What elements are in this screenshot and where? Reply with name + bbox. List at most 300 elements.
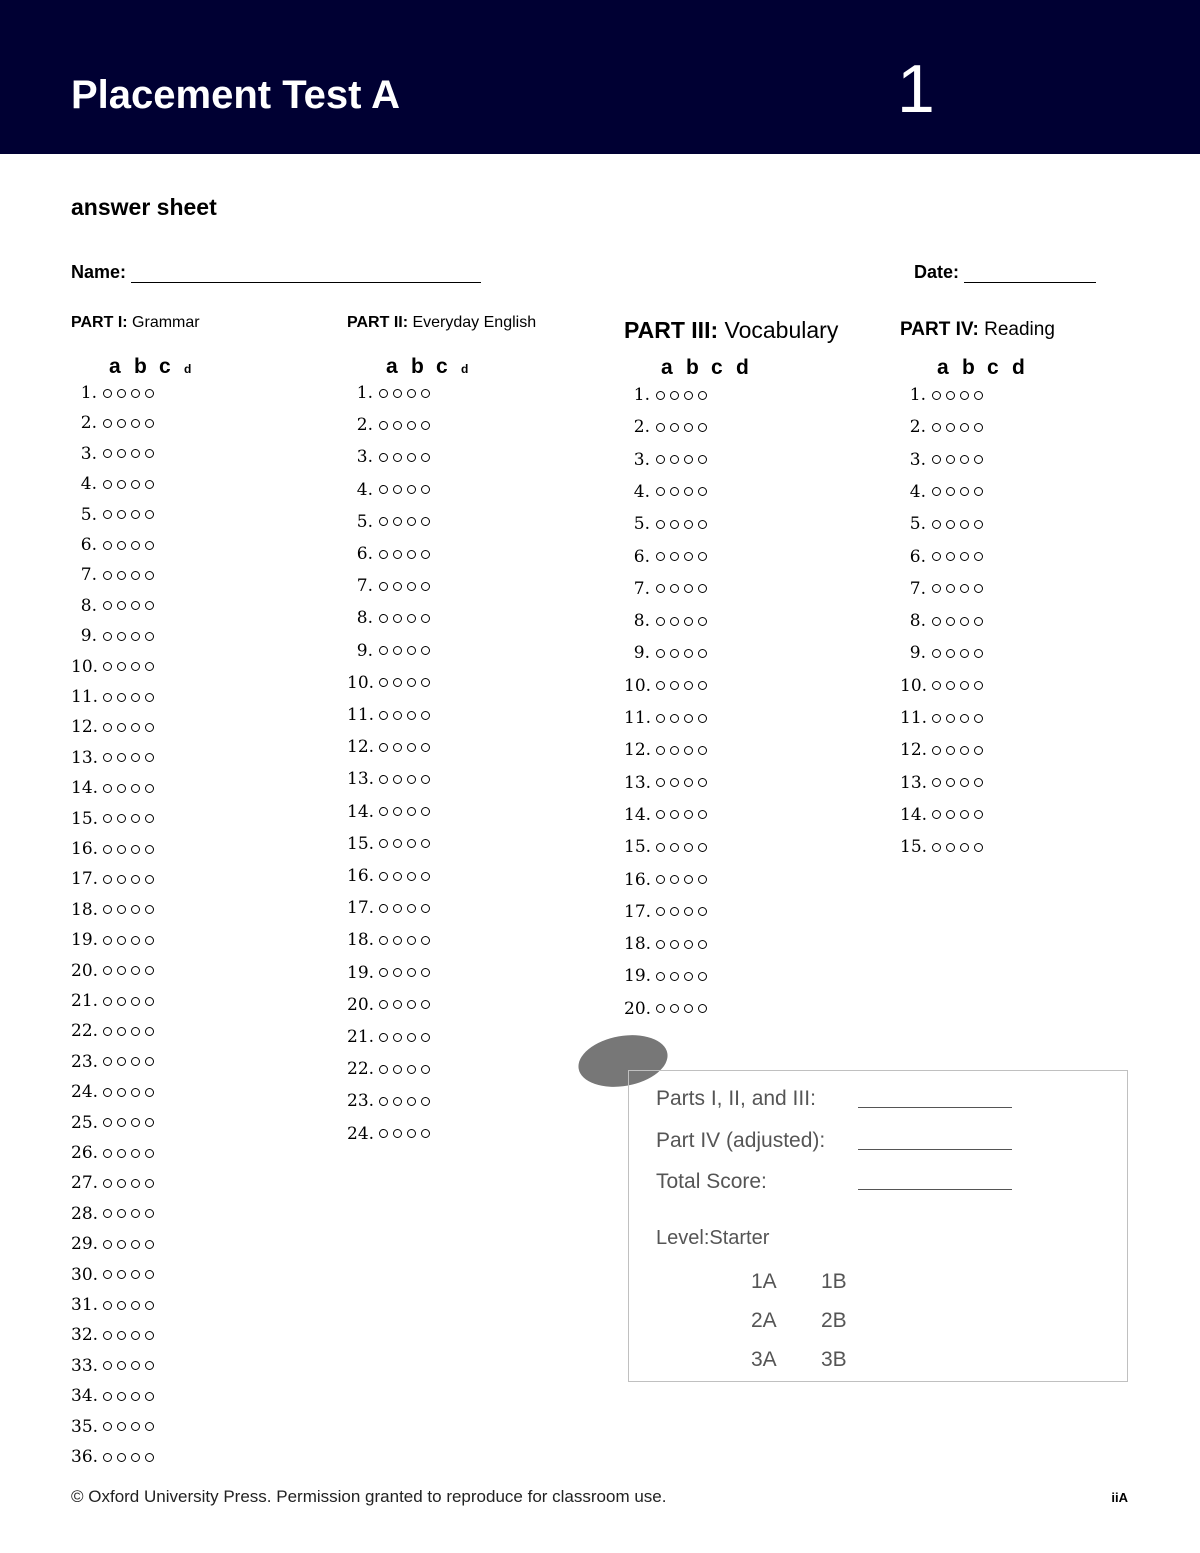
- answer-bubble-d[interactable]: [421, 1097, 430, 1106]
- answer-bubble-a[interactable]: [656, 487, 665, 496]
- answer-bubble-d[interactable]: [974, 681, 983, 690]
- answer-bubble-c[interactable]: [131, 601, 140, 610]
- answer-bubble-d[interactable]: [421, 582, 430, 591]
- answer-bubble-d[interactable]: [145, 814, 154, 823]
- answer-bubble-a[interactable]: [103, 997, 112, 1006]
- answer-bubble-b[interactable]: [670, 875, 679, 884]
- answer-bubble-a[interactable]: [932, 649, 941, 658]
- answer-bubble-a[interactable]: [103, 1361, 112, 1370]
- answer-bubble-a[interactable]: [379, 1000, 388, 1009]
- answer-bubble-d[interactable]: [145, 510, 154, 519]
- answer-bubble-c[interactable]: [960, 843, 969, 852]
- answer-bubble-c[interactable]: [407, 614, 416, 623]
- answer-bubble-a[interactable]: [379, 904, 388, 913]
- answer-bubble-d[interactable]: [698, 746, 707, 755]
- answer-bubble-d[interactable]: [145, 1027, 154, 1036]
- answer-bubble-b[interactable]: [670, 681, 679, 690]
- answer-bubble-c[interactable]: [131, 1301, 140, 1310]
- answer-bubble-a[interactable]: [103, 875, 112, 884]
- answer-bubble-d[interactable]: [145, 449, 154, 458]
- answer-bubble-b[interactable]: [393, 1065, 402, 1074]
- answer-bubble-c[interactable]: [131, 510, 140, 519]
- answer-bubble-a[interactable]: [656, 455, 665, 464]
- name-field[interactable]: [71, 262, 481, 283]
- answer-bubble-c[interactable]: [131, 662, 140, 671]
- answer-bubble-c[interactable]: [131, 723, 140, 732]
- answer-bubble-b[interactable]: [117, 389, 126, 398]
- answer-bubble-c[interactable]: [684, 681, 693, 690]
- answer-bubble-a[interactable]: [103, 632, 112, 641]
- answer-bubble-c[interactable]: [407, 453, 416, 462]
- answer-bubble-c[interactable]: [131, 1179, 140, 1188]
- answer-bubble-d[interactable]: [421, 839, 430, 848]
- answer-bubble-a[interactable]: [103, 1149, 112, 1158]
- answer-bubble-d[interactable]: [145, 1361, 154, 1370]
- answer-bubble-b[interactable]: [946, 520, 955, 529]
- answer-bubble-d[interactable]: [698, 972, 707, 981]
- answer-bubble-c[interactable]: [407, 711, 416, 720]
- answer-bubble-d[interactable]: [145, 1270, 154, 1279]
- date-field[interactable]: [914, 262, 1096, 283]
- answer-bubble-a[interactable]: [932, 778, 941, 787]
- answer-bubble-a[interactable]: [379, 421, 388, 430]
- answer-bubble-a[interactable]: [656, 520, 665, 529]
- answer-bubble-d[interactable]: [698, 423, 707, 432]
- answer-bubble-a[interactable]: [656, 649, 665, 658]
- answer-bubble-d[interactable]: [421, 1129, 430, 1138]
- answer-bubble-b[interactable]: [393, 711, 402, 720]
- answer-bubble-a[interactable]: [103, 814, 112, 823]
- answer-bubble-c[interactable]: [131, 997, 140, 1006]
- answer-bubble-d[interactable]: [974, 423, 983, 432]
- answer-bubble-a[interactable]: [103, 1179, 112, 1188]
- answer-bubble-c[interactable]: [131, 1088, 140, 1097]
- answer-bubble-b[interactable]: [393, 968, 402, 977]
- answer-bubble-c[interactable]: [684, 907, 693, 916]
- answer-bubble-c[interactable]: [684, 487, 693, 496]
- answer-bubble-b[interactable]: [393, 775, 402, 784]
- level-option[interactable]: 2B: [821, 1309, 847, 1332]
- answer-bubble-c[interactable]: [407, 485, 416, 494]
- answer-bubble-b[interactable]: [670, 520, 679, 529]
- answer-bubble-d[interactable]: [421, 550, 430, 559]
- answer-bubble-d[interactable]: [421, 1033, 430, 1042]
- answer-bubble-b[interactable]: [117, 1270, 126, 1279]
- answer-bubble-c[interactable]: [684, 746, 693, 755]
- answer-bubble-b[interactable]: [117, 1118, 126, 1127]
- answer-bubble-b[interactable]: [670, 778, 679, 787]
- answer-bubble-c[interactable]: [684, 972, 693, 981]
- answer-bubble-c[interactable]: [131, 1149, 140, 1158]
- answer-bubble-c[interactable]: [684, 810, 693, 819]
- answer-bubble-d[interactable]: [421, 614, 430, 623]
- answer-bubble-a[interactable]: [103, 845, 112, 854]
- answer-bubble-c[interactable]: [131, 845, 140, 854]
- answer-bubble-a[interactable]: [656, 552, 665, 561]
- answer-bubble-a[interactable]: [103, 1392, 112, 1401]
- answer-bubble-a[interactable]: [656, 940, 665, 949]
- answer-bubble-b[interactable]: [946, 455, 955, 464]
- answer-bubble-c[interactable]: [407, 807, 416, 816]
- answer-bubble-a[interactable]: [656, 875, 665, 884]
- answer-bubble-d[interactable]: [145, 723, 154, 732]
- answer-bubble-d[interactable]: [974, 520, 983, 529]
- answer-bubble-b[interactable]: [393, 839, 402, 848]
- answer-bubble-c[interactable]: [407, 1097, 416, 1106]
- answer-bubble-a[interactable]: [103, 1088, 112, 1097]
- answer-bubble-b[interactable]: [117, 1209, 126, 1218]
- answer-bubble-b[interactable]: [946, 391, 955, 400]
- answer-bubble-a[interactable]: [932, 552, 941, 561]
- answer-bubble-c[interactable]: [407, 646, 416, 655]
- answer-bubble-d[interactable]: [698, 907, 707, 916]
- answer-bubble-b[interactable]: [117, 1240, 126, 1249]
- answer-bubble-d[interactable]: [974, 778, 983, 787]
- answer-bubble-c[interactable]: [131, 1027, 140, 1036]
- score-total-line[interactable]: [858, 1189, 1012, 1190]
- answer-bubble-d[interactable]: [974, 810, 983, 819]
- answer-bubble-c[interactable]: [131, 449, 140, 458]
- answer-bubble-c[interactable]: [684, 584, 693, 593]
- level-option[interactable]: 3A: [751, 1348, 777, 1371]
- answer-bubble-d[interactable]: [421, 678, 430, 687]
- answer-bubble-a[interactable]: [103, 784, 112, 793]
- answer-bubble-d[interactable]: [698, 455, 707, 464]
- answer-bubble-d[interactable]: [145, 875, 154, 884]
- answer-bubble-b[interactable]: [670, 907, 679, 916]
- answer-bubble-c[interactable]: [131, 571, 140, 580]
- answer-bubble-a[interactable]: [379, 743, 388, 752]
- answer-bubble-d[interactable]: [145, 997, 154, 1006]
- answer-bubble-d[interactable]: [421, 646, 430, 655]
- answer-bubble-d[interactable]: [698, 520, 707, 529]
- answer-bubble-d[interactable]: [421, 743, 430, 752]
- answer-bubble-d[interactable]: [421, 807, 430, 816]
- answer-bubble-c[interactable]: [407, 839, 416, 848]
- answer-bubble-a[interactable]: [103, 571, 112, 580]
- answer-bubble-a[interactable]: [103, 1240, 112, 1249]
- answer-bubble-a[interactable]: [932, 487, 941, 496]
- answer-bubble-d[interactable]: [421, 1065, 430, 1074]
- answer-bubble-b[interactable]: [670, 649, 679, 658]
- answer-bubble-b[interactable]: [117, 1361, 126, 1370]
- answer-bubble-a[interactable]: [103, 1422, 112, 1431]
- answer-bubble-c[interactable]: [684, 940, 693, 949]
- answer-bubble-c[interactable]: [131, 1422, 140, 1431]
- answer-bubble-d[interactable]: [421, 1000, 430, 1009]
- answer-bubble-a[interactable]: [379, 1033, 388, 1042]
- answer-bubble-c[interactable]: [684, 455, 693, 464]
- answer-bubble-d[interactable]: [145, 1088, 154, 1097]
- answer-bubble-b[interactable]: [117, 845, 126, 854]
- answer-bubble-d[interactable]: [145, 1240, 154, 1249]
- answer-bubble-b[interactable]: [393, 743, 402, 752]
- answer-bubble-b[interactable]: [946, 810, 955, 819]
- answer-bubble-d[interactable]: [421, 421, 430, 430]
- answer-bubble-d[interactable]: [145, 1301, 154, 1310]
- answer-bubble-d[interactable]: [698, 843, 707, 852]
- answer-bubble-a[interactable]: [932, 455, 941, 464]
- answer-bubble-b[interactable]: [946, 681, 955, 690]
- answer-bubble-a[interactable]: [379, 550, 388, 559]
- answer-bubble-a[interactable]: [103, 1301, 112, 1310]
- answer-bubble-a[interactable]: [656, 843, 665, 852]
- answer-bubble-d[interactable]: [145, 632, 154, 641]
- answer-bubble-c[interactable]: [960, 552, 969, 561]
- level-option[interactable]: 1B: [821, 1270, 847, 1293]
- answer-bubble-b[interactable]: [393, 1129, 402, 1138]
- answer-bubble-b[interactable]: [393, 1033, 402, 1042]
- answer-bubble-d[interactable]: [145, 905, 154, 914]
- answer-bubble-b[interactable]: [117, 1392, 126, 1401]
- answer-bubble-a[interactable]: [379, 1065, 388, 1074]
- answer-bubble-a[interactable]: [932, 584, 941, 593]
- answer-bubble-a[interactable]: [932, 714, 941, 723]
- answer-bubble-b[interactable]: [670, 843, 679, 852]
- answer-bubble-c[interactable]: [960, 455, 969, 464]
- answer-bubble-c[interactable]: [684, 649, 693, 658]
- answer-bubble-b[interactable]: [117, 966, 126, 975]
- answer-bubble-c[interactable]: [131, 814, 140, 823]
- answer-bubble-b[interactable]: [117, 723, 126, 732]
- answer-bubble-c[interactable]: [131, 389, 140, 398]
- answer-bubble-d[interactable]: [145, 1057, 154, 1066]
- answer-bubble-b[interactable]: [670, 391, 679, 400]
- answer-bubble-d[interactable]: [698, 649, 707, 658]
- answer-bubble-c[interactable]: [960, 681, 969, 690]
- answer-bubble-d[interactable]: [421, 936, 430, 945]
- answer-bubble-b[interactable]: [946, 843, 955, 852]
- answer-bubble-a[interactable]: [103, 905, 112, 914]
- answer-bubble-d[interactable]: [698, 487, 707, 496]
- answer-bubble-c[interactable]: [684, 1004, 693, 1013]
- answer-bubble-c[interactable]: [131, 419, 140, 428]
- answer-bubble-d[interactable]: [145, 845, 154, 854]
- answer-bubble-c[interactable]: [407, 968, 416, 977]
- answer-bubble-c[interactable]: [131, 480, 140, 489]
- answer-bubble-c[interactable]: [407, 1033, 416, 1042]
- answer-bubble-c[interactable]: [684, 714, 693, 723]
- answer-bubble-d[interactable]: [145, 389, 154, 398]
- answer-bubble-c[interactable]: [407, 421, 416, 430]
- answer-bubble-d[interactable]: [145, 966, 154, 975]
- answer-bubble-b[interactable]: [117, 541, 126, 550]
- answer-bubble-c[interactable]: [131, 1270, 140, 1279]
- answer-bubble-b[interactable]: [117, 1057, 126, 1066]
- answer-bubble-d[interactable]: [698, 875, 707, 884]
- answer-bubble-d[interactable]: [145, 1392, 154, 1401]
- answer-bubble-c[interactable]: [131, 936, 140, 945]
- name-line[interactable]: [131, 264, 481, 283]
- answer-bubble-c[interactable]: [960, 584, 969, 593]
- answer-bubble-c[interactable]: [407, 1000, 416, 1009]
- answer-bubble-d[interactable]: [421, 517, 430, 526]
- answer-bubble-d[interactable]: [974, 487, 983, 496]
- answer-bubble-d[interactable]: [698, 584, 707, 593]
- answer-bubble-d[interactable]: [421, 775, 430, 784]
- answer-bubble-d[interactable]: [974, 843, 983, 852]
- answer-bubble-d[interactable]: [145, 1149, 154, 1158]
- answer-bubble-a[interactable]: [103, 419, 112, 428]
- answer-bubble-a[interactable]: [379, 711, 388, 720]
- answer-bubble-d[interactable]: [974, 714, 983, 723]
- answer-bubble-b[interactable]: [393, 453, 402, 462]
- answer-bubble-a[interactable]: [379, 389, 388, 398]
- answer-bubble-d[interactable]: [145, 541, 154, 550]
- answer-bubble-b[interactable]: [117, 571, 126, 580]
- answer-bubble-d[interactable]: [145, 601, 154, 610]
- answer-bubble-a[interactable]: [379, 517, 388, 526]
- answer-bubble-c[interactable]: [131, 1057, 140, 1066]
- answer-bubble-b[interactable]: [393, 389, 402, 398]
- answer-bubble-a[interactable]: [379, 582, 388, 591]
- answer-bubble-c[interactable]: [131, 1453, 140, 1462]
- answer-bubble-c[interactable]: [407, 582, 416, 591]
- answer-bubble-a[interactable]: [932, 746, 941, 755]
- answer-bubble-b[interactable]: [393, 517, 402, 526]
- answer-bubble-b[interactable]: [946, 714, 955, 723]
- answer-bubble-d[interactable]: [698, 778, 707, 787]
- answer-bubble-b[interactable]: [117, 1088, 126, 1097]
- answer-bubble-d[interactable]: [145, 936, 154, 945]
- answer-bubble-d[interactable]: [698, 681, 707, 690]
- answer-bubble-a[interactable]: [103, 1453, 112, 1462]
- answer-bubble-c[interactable]: [131, 1240, 140, 1249]
- answer-bubble-b[interactable]: [117, 1331, 126, 1340]
- answer-bubble-d[interactable]: [698, 552, 707, 561]
- answer-bubble-c[interactable]: [407, 550, 416, 559]
- answer-bubble-a[interactable]: [103, 693, 112, 702]
- answer-bubble-d[interactable]: [698, 714, 707, 723]
- answer-bubble-a[interactable]: [103, 1209, 112, 1218]
- answer-bubble-c[interactable]: [684, 843, 693, 852]
- answer-bubble-b[interactable]: [117, 1453, 126, 1462]
- answer-bubble-b[interactable]: [670, 455, 679, 464]
- date-line[interactable]: [964, 264, 1096, 283]
- answer-bubble-a[interactable]: [656, 681, 665, 690]
- answer-bubble-c[interactable]: [960, 649, 969, 658]
- answer-bubble-d[interactable]: [421, 904, 430, 913]
- answer-bubble-a[interactable]: [656, 907, 665, 916]
- answer-bubble-a[interactable]: [656, 714, 665, 723]
- answer-bubble-b[interactable]: [117, 480, 126, 489]
- answer-bubble-d[interactable]: [145, 1179, 154, 1188]
- answer-bubble-a[interactable]: [656, 423, 665, 432]
- answer-bubble-d[interactable]: [974, 746, 983, 755]
- answer-bubble-b[interactable]: [117, 449, 126, 458]
- answer-bubble-b[interactable]: [670, 1004, 679, 1013]
- level-option[interactable]: 1A: [751, 1270, 777, 1293]
- answer-bubble-a[interactable]: [379, 453, 388, 462]
- answer-bubble-c[interactable]: [960, 617, 969, 626]
- answer-bubble-a[interactable]: [103, 753, 112, 762]
- answer-bubble-c[interactable]: [131, 1392, 140, 1401]
- answer-bubble-c[interactable]: [960, 714, 969, 723]
- answer-bubble-c[interactable]: [131, 1361, 140, 1370]
- answer-bubble-a[interactable]: [379, 872, 388, 881]
- answer-bubble-d[interactable]: [145, 1422, 154, 1431]
- answer-bubble-b[interactable]: [117, 632, 126, 641]
- answer-bubble-b[interactable]: [117, 693, 126, 702]
- answer-bubble-c[interactable]: [684, 875, 693, 884]
- answer-bubble-b[interactable]: [946, 584, 955, 593]
- answer-bubble-a[interactable]: [103, 1027, 112, 1036]
- answer-bubble-c[interactable]: [960, 423, 969, 432]
- answer-bubble-b[interactable]: [393, 1000, 402, 1009]
- answer-bubble-d[interactable]: [698, 810, 707, 819]
- answer-bubble-a[interactable]: [103, 1270, 112, 1279]
- answer-bubble-c[interactable]: [960, 391, 969, 400]
- answer-bubble-b[interactable]: [393, 614, 402, 623]
- answer-bubble-a[interactable]: [656, 584, 665, 593]
- answer-bubble-a[interactable]: [379, 614, 388, 623]
- answer-bubble-c[interactable]: [960, 778, 969, 787]
- answer-bubble-a[interactable]: [656, 617, 665, 626]
- answer-bubble-d[interactable]: [145, 1331, 154, 1340]
- answer-bubble-b[interactable]: [117, 905, 126, 914]
- score-part4-line[interactable]: [858, 1149, 1012, 1150]
- answer-bubble-d[interactable]: [145, 662, 154, 671]
- answer-bubble-b[interactable]: [946, 552, 955, 561]
- answer-bubble-c[interactable]: [131, 1118, 140, 1127]
- answer-bubble-a[interactable]: [103, 480, 112, 489]
- answer-bubble-b[interactable]: [670, 487, 679, 496]
- answer-bubble-d[interactable]: [145, 1118, 154, 1127]
- answer-bubble-c[interactable]: [131, 1209, 140, 1218]
- answer-bubble-b[interactable]: [117, 662, 126, 671]
- answer-bubble-d[interactable]: [974, 649, 983, 658]
- answer-bubble-b[interactable]: [117, 936, 126, 945]
- answer-bubble-b[interactable]: [393, 936, 402, 945]
- answer-bubble-c[interactable]: [684, 552, 693, 561]
- answer-bubble-d[interactable]: [145, 571, 154, 580]
- answer-bubble-c[interactable]: [407, 775, 416, 784]
- answer-bubble-b[interactable]: [946, 617, 955, 626]
- answer-bubble-a[interactable]: [932, 423, 941, 432]
- answer-bubble-b[interactable]: [670, 423, 679, 432]
- answer-bubble-b[interactable]: [117, 510, 126, 519]
- answer-bubble-a[interactable]: [932, 617, 941, 626]
- answer-bubble-d[interactable]: [145, 419, 154, 428]
- answer-bubble-d[interactable]: [145, 480, 154, 489]
- answer-bubble-c[interactable]: [131, 905, 140, 914]
- answer-bubble-b[interactable]: [117, 784, 126, 793]
- answer-bubble-d[interactable]: [421, 453, 430, 462]
- answer-bubble-b[interactable]: [117, 1027, 126, 1036]
- answer-bubble-b[interactable]: [117, 1149, 126, 1158]
- answer-bubble-d[interactable]: [421, 711, 430, 720]
- answer-bubble-a[interactable]: [379, 839, 388, 848]
- answer-bubble-a[interactable]: [932, 520, 941, 529]
- answer-bubble-b[interactable]: [117, 601, 126, 610]
- answer-bubble-d[interactable]: [974, 617, 983, 626]
- answer-bubble-a[interactable]: [656, 972, 665, 981]
- answer-bubble-a[interactable]: [932, 810, 941, 819]
- answer-bubble-a[interactable]: [103, 966, 112, 975]
- answer-bubble-b[interactable]: [670, 972, 679, 981]
- answer-bubble-a[interactable]: [379, 1097, 388, 1106]
- answer-bubble-b[interactable]: [946, 423, 955, 432]
- answer-bubble-a[interactable]: [379, 807, 388, 816]
- answer-bubble-b[interactable]: [670, 810, 679, 819]
- answer-bubble-c[interactable]: [131, 753, 140, 762]
- answer-bubble-c[interactable]: [684, 423, 693, 432]
- answer-bubble-b[interactable]: [393, 421, 402, 430]
- answer-bubble-a[interactable]: [932, 681, 941, 690]
- answer-bubble-d[interactable]: [698, 391, 707, 400]
- answer-bubble-d[interactable]: [145, 753, 154, 762]
- answer-bubble-c[interactable]: [131, 966, 140, 975]
